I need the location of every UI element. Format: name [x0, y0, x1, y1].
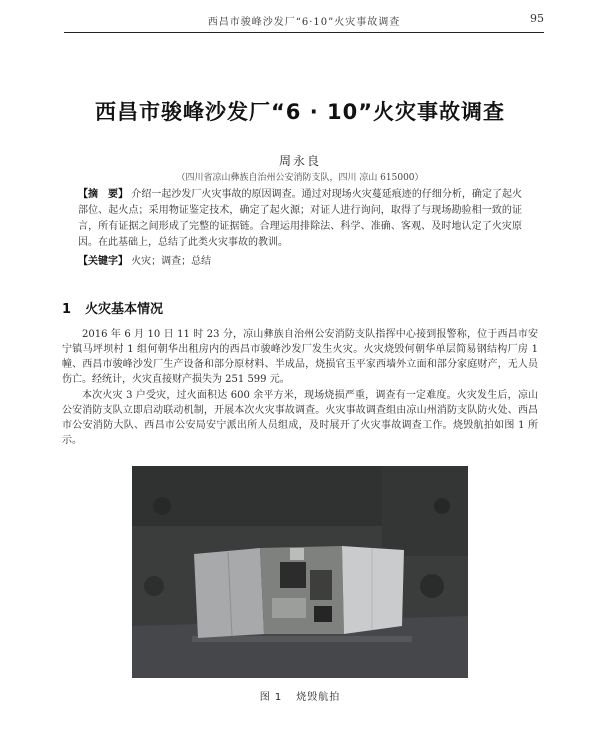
keywords	[78, 254, 522, 270]
running-title: 西昌市骏峰沙发厂“6·10”火灾事故调查	[207, 17, 401, 28]
section-number: 1	[62, 302, 72, 317]
section-heading	[62, 298, 163, 317]
aerial-photo	[132, 466, 468, 678]
author-affiliation: （四川省凉山彝族自治州公安消防支队，四川 凉山 615000）	[176, 173, 424, 183]
aerial-photo-figure	[132, 466, 468, 678]
keywords-label: 【关键字】	[78, 256, 128, 267]
body-text	[62, 327, 538, 449]
running-header	[64, 10, 544, 33]
figure-caption-text: 烧毁航拍	[296, 692, 341, 703]
page-number: 95	[530, 12, 544, 25]
section-title: 火灾基本情况	[85, 302, 164, 317]
article-title: 西昌市骏峰沙发厂“6 · 10”火灾事故调查	[94, 100, 506, 124]
abstract	[78, 187, 522, 251]
abstract-text: 介绍一起沙发厂火灾事故的原因调查。通过对现场火灾蔓延痕迹的仔细分析，确定了起火部位、起火点；采用物证鉴定技术，确定了起火源；对证人进行询问，取得了与现场勘验相一致的证言，所有证据之间形成了完整的证据链。合理运用排除法、科学、准确、客观、及时地认定了火灾原因。在此基础上，总结了此类火灾事故的教训。	[78, 189, 522, 248]
figure-caption	[0, 688, 600, 703]
body-paragraph: 本次火灾 3 户受灾，过火面积达 600 余平方米，现场烧损严重，调查有一定难度。火灾发生后，凉山公安消防支队立即启动联动机制，开展本次火灾事故调查。火灾事故调查组由凉山州消防支队防火处、西昌市公安消防大队、西昌市公安局安宁派出所人员组成，及时展开了火灾事故调查工作。烧毁航拍如图 1 所示。	[62, 390, 538, 446]
figure-label: 图 1	[259, 692, 283, 703]
body-paragraph: 2016 年 6 月 10 日 11 时 23 分，凉山彝族自治州公安消防支队指挥中心接到报警称，位于西昌市安宁镇马坪坝村 1 组何朝华出租房内的西昌市骏峰沙发厂发生火灾。火灾烧毁何朝华单层简易钢结构厂房 1 幢、西昌市骏峰沙发厂生产设备和部分原材料、半成品，烧损官玉平家西墙外立面和部分家庭财产，无人员伤亡。经统计，火灾直接财产损失为 251 599 元。	[62, 329, 538, 385]
abstract-label: 【摘 要】	[78, 189, 129, 200]
keywords-text: 火灾；调查；总结	[131, 256, 212, 267]
author-name: 周永良	[278, 154, 321, 168]
